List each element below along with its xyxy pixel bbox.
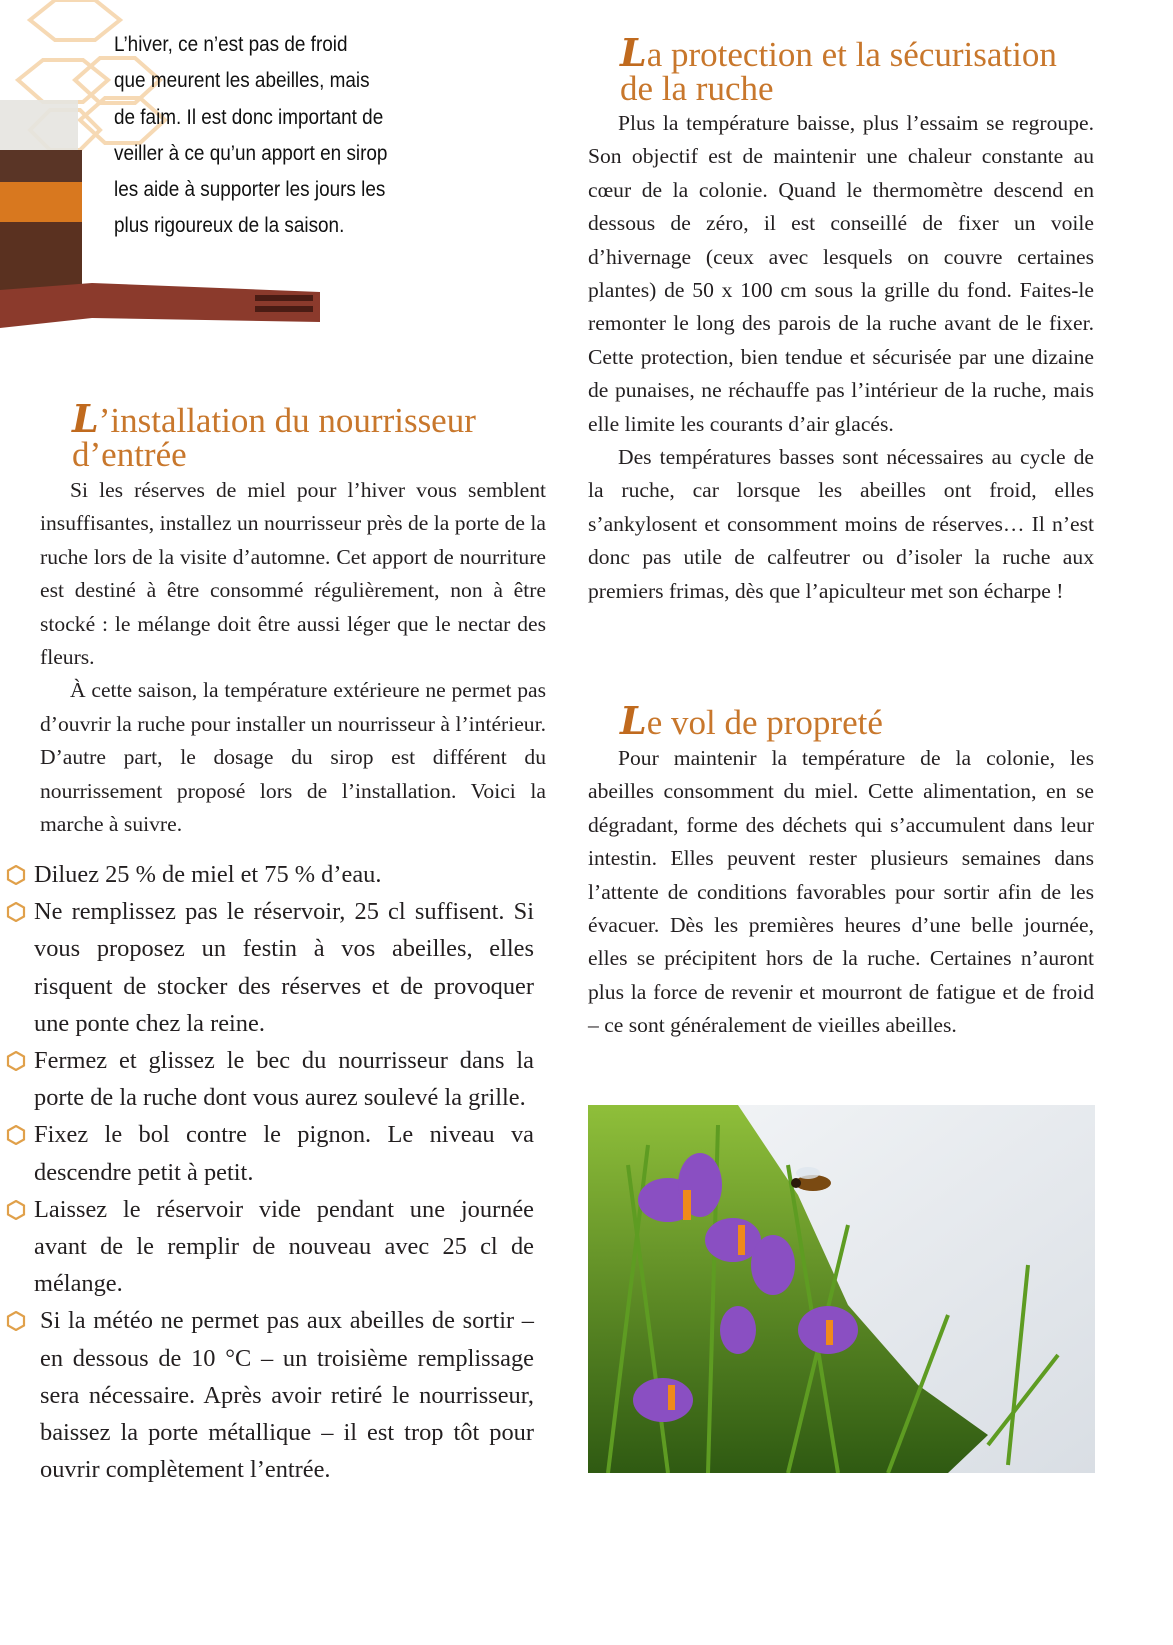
caption-line: L’hiver, ce n’est pas de froid — [114, 32, 348, 56]
crocus-bee-photo — [588, 1105, 1095, 1473]
list-item — [6, 893, 534, 1042]
heading-vol-proprete — [620, 698, 1060, 743]
caption-line: veiller à ce qu’un apport en sirop — [114, 140, 388, 165]
paragraph: Si les réserves de miel pour l’hiver vous semblent insuffisantes, installez un nourrisseur près de la porte de la ruche lors de la visite d’automne. Cet apport de nourriture est destiné à être consommé régulièrement, non à être stocké : le mélange doit être aussi léger que le nectar des fleurs. — [40, 478, 546, 670]
list-item — [6, 856, 534, 893]
list-item-text: Diluez 25 % de miel et 75 % d’eau. — [34, 861, 382, 888]
hexagon-bullet-icon — [6, 865, 26, 885]
drop-cap: L — [72, 396, 99, 441]
hexagon-bullet-icon — [6, 1125, 26, 1145]
list-item-text: Laissez le réservoir vide pendant une journée avant de le remplir de nouveau avec 25 cl de mélange. — [34, 1195, 534, 1298]
heading-text: ’installation du nourrisseur d’entrée — [72, 401, 476, 474]
heading-installation — [72, 396, 552, 474]
list-item-text: Ne remplissez pas le réservoir, 25 cl suffisent. Si vous proposez un festin à vos abeilles, elles risquent de stocker des réserves et de provoquer une ponte chez la reine. — [34, 898, 534, 1037]
list-item — [6, 1116, 534, 1190]
steps-list — [6, 856, 534, 1488]
list-item — [6, 1042, 534, 1116]
paragraph: Plus la température baisse, plus l’essaim se regroupe. Son objectif est de maintenir une chaleur constante au cœur de la colonie. Quand le thermomètre descend en dessous de zéro, il est conseillé de fixer un voile d’hivernage (ceux avec lesquels on couvre certaines plantes) de 50 x 100 cm sous la grille du fond. Faites-le remonter le long des parois de la ruche avant de le fixer. Cette protection, bien tendue et sécurisée par une dizaine de punaises, ne réchauffe pas l’intérieur de la ruche, mais elle limite les courants d’air glacés. — [588, 111, 1094, 436]
caption-line: les aide à supporter les jours les — [114, 177, 386, 202]
heading-protection — [620, 30, 1060, 108]
heading-text: e vol de propreté — [646, 703, 883, 742]
list-item-text: Fermez et glissez le bec du nourrisseur dans la porte de la ruche dont vous aurez soulevé la grille. — [34, 1047, 534, 1112]
list-item — [6, 1191, 534, 1303]
drop-cap: L — [620, 698, 647, 743]
drop-cap: L — [620, 30, 647, 75]
protection-body — [588, 107, 1094, 608]
caption-line: de faim. Il est donc important de — [114, 104, 384, 129]
caption-line: plus rigoureux de la saison. — [114, 213, 345, 238]
paragraph: Des températures basses sont nécessaires au cycle de la ruche, car lorsque les abeilles ont froid, elles s’ankylosent et consomment moins de réserves… Il n’est donc pas utile de calfeutrer ou d’isoler la ruche aux premiers frimas, dès que l’apiculteur met son écharpe ! — [588, 445, 1094, 603]
hexagon-bullet-icon — [6, 902, 26, 922]
heading-text: a protection et la sécurisation de la ruche — [620, 35, 1057, 108]
hexagon-bullet-icon — [6, 1051, 26, 1071]
caption-line: que meurent les abeilles, mais — [114, 68, 370, 93]
hexagon-bullet-icon — [6, 1200, 26, 1220]
paragraph: À cette saison, la température extérieure ne permet pas d’ouvrir la ruche pour installer un nourrisseur à l’intérieur. D’autre part, le dosage du sirop est différent du nourrissement proposé lors de l’installation. Voici la marche à suivre. — [40, 678, 546, 837]
installation-body — [40, 474, 546, 841]
feeder-caption — [114, 26, 448, 244]
list-item-text: Fixez le bol contre le pignon. Le niveau va descendre petit à petit. — [34, 1121, 534, 1186]
vol-proprete-body — [588, 742, 1094, 1043]
hexagon-bullet-icon — [6, 1311, 26, 1331]
paragraph: Pour maintenir la température de la colonie, les abeilles consomment du miel. Cette alimentation, en se dégradant, forme des déchets qui s’accumulent dans leur intestin. Elles peuvent rester plusieurs semaines dans l’attente de conditions favorables pour sortir afin de les évacuer. Dès les premières heures d’une belle journée, elles se précipitent hors de la ruche. Certaines n’auront plus la force de revenir et mourront de fatigue et de froid – ce sont généralement de vieilles abeilles. — [588, 746, 1094, 1038]
list-item — [6, 1302, 534, 1488]
list-item-text: Si la météo ne permet pas aux abeilles de sortir – en dessous de 10 °C – un troisième remplissage sera nécessaire. Après avoir retiré le nourrisseur, baissez la porte métallique – il est trop tôt pour ouvrir complètement l’entrée. — [40, 1307, 534, 1484]
